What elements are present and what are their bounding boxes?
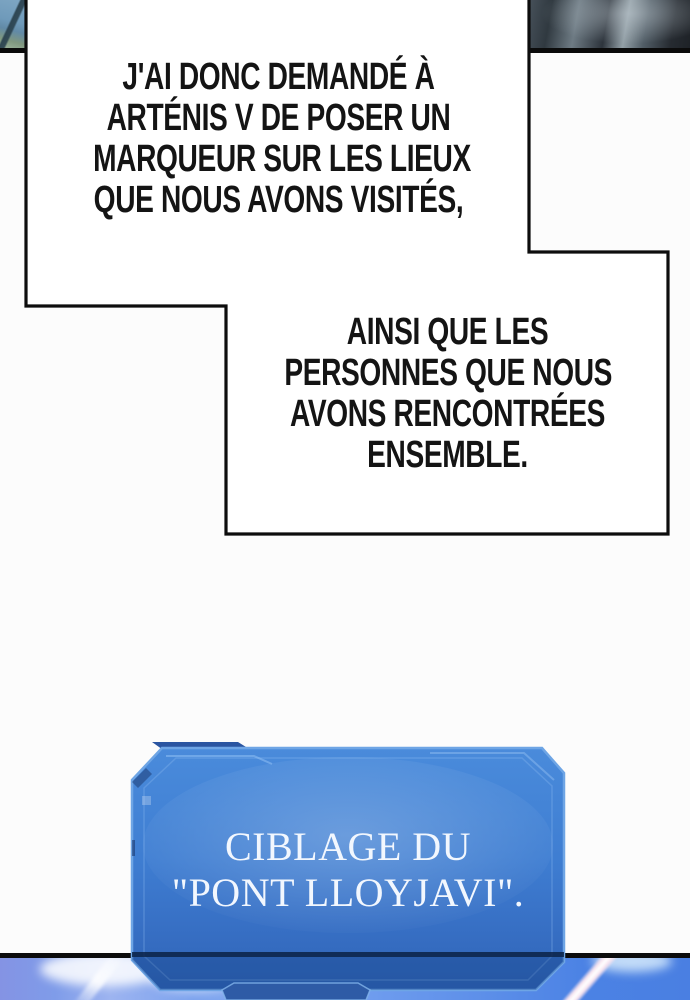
system-message-text [130, 824, 566, 916]
narration-line: QUE NOUS AVONS VISITÉS, [93, 179, 464, 221]
narration-line: PERSONNES QUE NOUS [284, 352, 613, 394]
narration-line: J'AI DONC DEMANDÉ À [122, 56, 435, 98]
narration-line: ARTÉNIS V DE POSER UN [106, 97, 451, 139]
through-line [130, 952, 566, 957]
narration-line: ENSEMBLE. [367, 434, 528, 476]
frame-bottom-tab [222, 983, 370, 1000]
narration-line: AINSI QUE LES [346, 311, 549, 353]
system-message-line: CIBLAGE DU [224, 824, 472, 869]
narration-bubble-2 [227, 312, 668, 476]
edge-notch [142, 796, 151, 805]
narration-line: AVONS RENCONTRÉES [289, 393, 606, 435]
narration-bubble-1 [28, 57, 529, 221]
narration-line: MARQUEUR SUR LES LIEUX [93, 138, 471, 180]
system-message-line: "PONT LLOYJAVI". [171, 870, 525, 915]
